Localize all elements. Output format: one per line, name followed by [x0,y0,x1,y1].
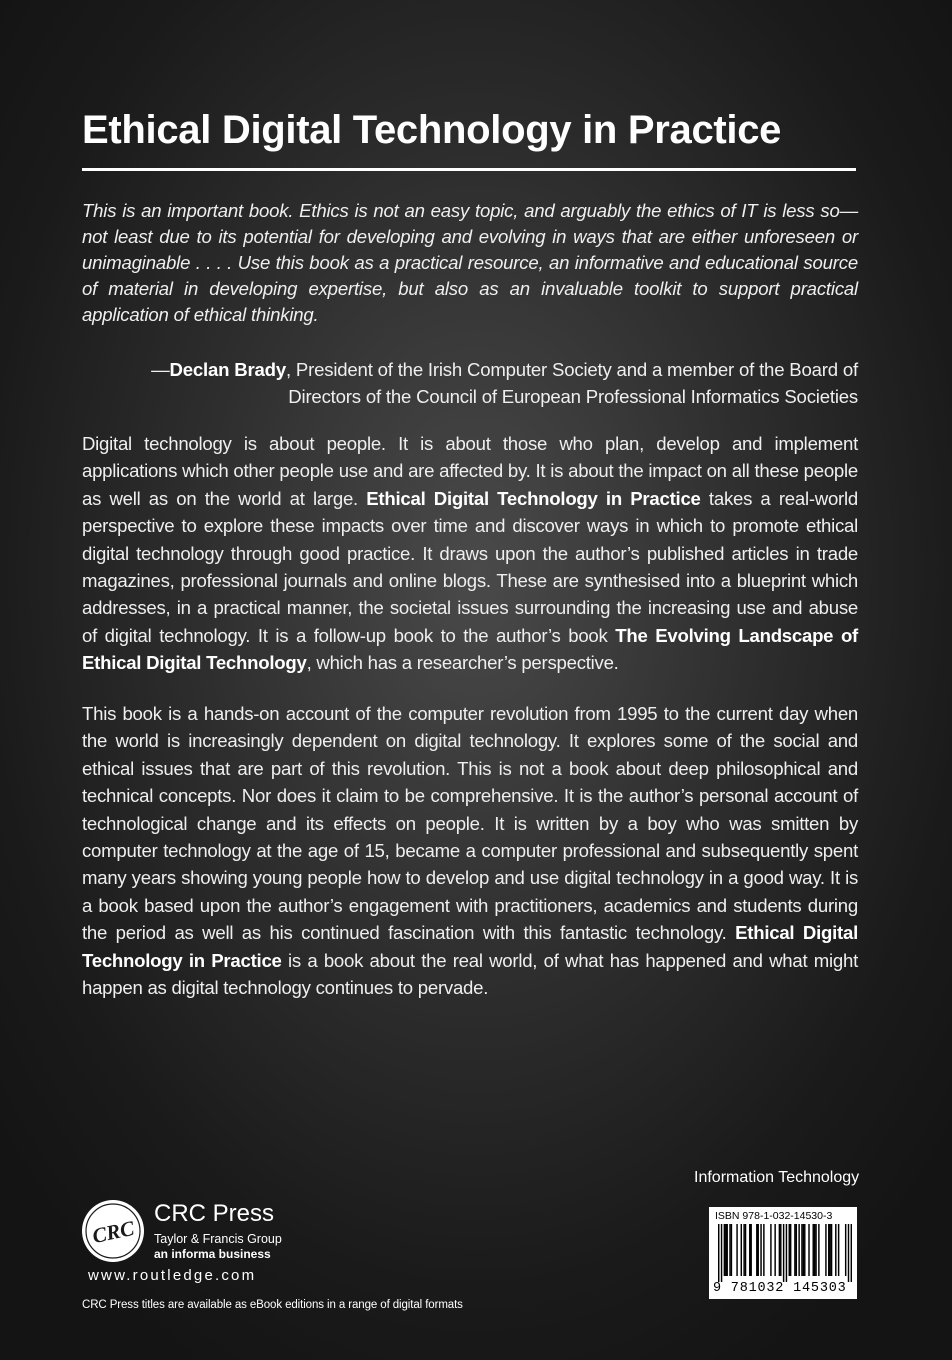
barcode-bar [731,1224,732,1276]
barcode-bar [789,1224,790,1276]
barcode-bar [763,1224,764,1276]
barcode-bar [801,1224,802,1276]
crc-press-logo-icon [80,1198,146,1264]
barcode-digits: 9 781032 145303 [713,1281,847,1296]
endorsement-attribution [82,356,858,410]
para1-text-c: takes a real-world perspective to explore these impacts over time and discover ways in which to promote ethical digital technology through good practice. It draws upon the author’s published articles in trade magazines, professional journals and online blogs. These are synthesised into a blueprint which addresses, in a practical manner, the societal issues surrounding the increasing use and abuse of digital technology. It is a follow-up book to the author’s book [82,487,858,646]
barcode-bar [770,1224,771,1276]
publisher-informa: an informa business [154,1247,271,1261]
publisher-name: CRC Press [154,1200,275,1227]
isbn-barcode [709,1207,857,1299]
ebook-availability-note: CRC Press titles are available as eBook editions in a range of digital formats [82,1299,463,1311]
para1-related-book-title: The Evolving Landscape of Ethical Digital Technology [82,624,859,674]
barcode-bar [779,1224,780,1276]
subject-category: Information Technology [694,1169,860,1186]
logo-text: CRC [90,1215,137,1249]
barcode-bar [729,1224,730,1276]
isbn-text: ISBN 978-1-032-14530-3 [715,1210,833,1222]
barcode-bar [838,1224,839,1276]
barcode-bar [786,1224,787,1282]
para1-book-title: Ethical Digital Technology in Practice [366,487,701,509]
barcode-bar [721,1224,722,1282]
endorser-role-line2: Directors of the Council of European Professional Informatics Societies [288,386,858,407]
barcode-bar [750,1224,751,1276]
barcode-bar [796,1224,797,1276]
barcode-bar [745,1224,746,1276]
para2-text-c: is a book about the real world, of what has happened and what might happen as digital technology continues to pervade. [82,949,859,999]
barcode-bar [803,1224,804,1276]
barcode-bar [831,1224,832,1276]
barcode-bar [780,1224,781,1276]
title-underline [82,168,856,171]
barcode-bar [736,1224,737,1276]
barcode-bar [774,1224,775,1276]
barcode-bar [825,1224,826,1276]
barcode-bar [828,1224,829,1276]
para2-book-title: Ethical Digital Technology in Practice [82,922,858,971]
barcode-bar [718,1224,719,1282]
barcode-bar [798,1224,799,1276]
barcode-bar [848,1224,849,1282]
description-paragraph-1 [82,430,858,677]
barcode-bar [813,1224,814,1276]
barcode-bar [757,1224,758,1276]
para1-text-a: Digital technology is about people. It is about those who plan, develop and implement applications which other people use and are affected by. It is about the impact on all these people as well as on the world at large. [82,433,858,509]
barcode-bar [725,1224,726,1276]
barcode-bar [829,1224,830,1276]
barcode-bar [804,1224,805,1276]
barcode-bar [724,1224,725,1276]
attribution-dash: — [151,359,170,380]
barcode-bar [818,1224,819,1276]
barcode-bar [845,1224,846,1276]
description-paragraph-2 [82,700,858,1001]
barcode-bar [749,1224,750,1276]
barcode-bar [790,1224,791,1276]
endorser-name: Declan Brady [169,359,286,380]
para2-text-a: This book is a hands-on account of the computer revolution from 1995 to the current day when the world is increasingly dependent on digital technology. It explores some of the social and ethical issues that are part of this revolution. This is not a book about deep philosophical and technical concepts. Nor does it claim to be comprehensive. It is the author’s personal account of technological change and its effects on people. It is written by a boy who was smitten by computer technology at the age of 15, became a computer professional and subsequently spent many years showing young people how to develop and use digital technology in a good way. It is a book based upon the author’s engagement with practitioners, academics and students during the period as well as his continued fascination with this fantastic technology. [82,703,858,944]
barcode-bar [815,1224,816,1276]
barcode-bar [726,1224,727,1276]
publisher-group: Taylor & Francis Group [154,1232,282,1246]
publisher-website: www.routledge.com [88,1267,257,1284]
publisher-block [154,1201,282,1262]
barcode-bar [835,1224,836,1276]
barcode-bar [808,1224,809,1276]
barcode-bar [743,1224,744,1276]
book-title: Ethical Digital Technology in Practice [82,108,782,152]
barcode-bar [783,1224,784,1282]
barcode-bar [814,1224,815,1276]
barcode-bar [756,1224,757,1276]
barcode-bar [794,1224,795,1276]
barcode-bar [741,1224,742,1276]
endorser-role-line1: , President of the Irish Computer Society and a member of the Board of [285,359,858,380]
barcode-bars [718,1224,852,1282]
barcode-bar [851,1224,852,1282]
barcode-bar [760,1224,761,1276]
endorsement-quote: This is an important book. Ethics is not an easy topic, and arguably the ethics of IT is less so—not least due to its potential for developing and evolving in ways that are either unforeseen or unimaginable . . . . Use this book as a practical resource, an informative and educational source of material in developing expertise, but also as an invaluable toolkit to support practical application of ethical thinking. [82,200,858,325]
para1-text-e: , which has a researcher’s perspective. [306,652,619,674]
